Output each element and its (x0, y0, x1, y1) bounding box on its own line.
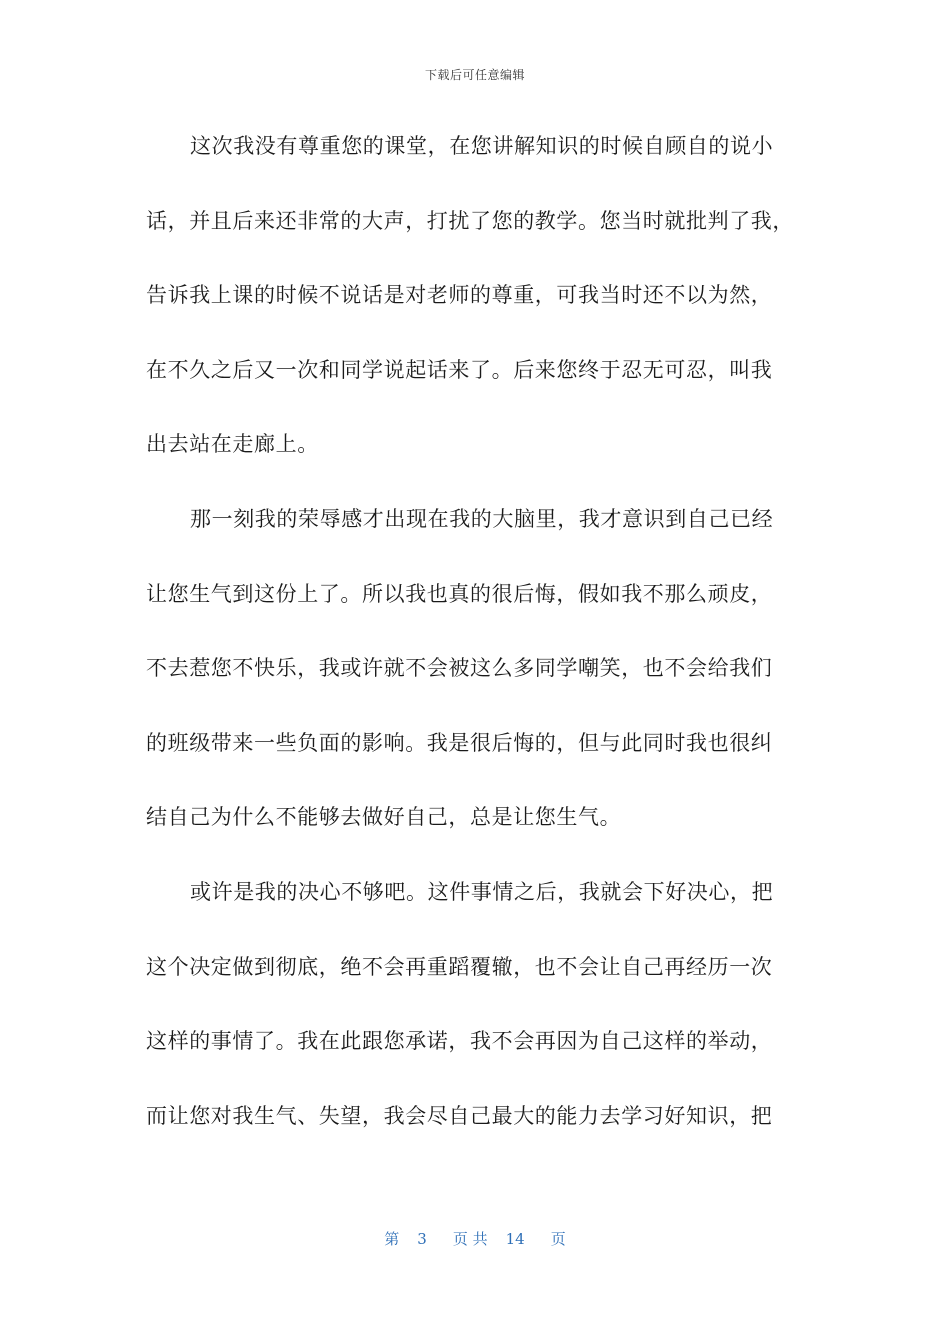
text-line: 这样的事情了。我在此跟您承诺，我不会再因为自己这样的举动， (146, 1029, 773, 1054)
text-line: 话，并且后来还非常的大声，打扰了您的教学。您当时就批判了我， (146, 208, 794, 233)
text-line: 出去站在走廊上。 (146, 432, 319, 457)
current-page-number: 3 (417, 1230, 427, 1248)
text-line: 这个决定做到彻底，绝不会再重蹈覆辙，也不会让自己再经历一次 (146, 954, 773, 979)
text-line: 而让您对我生气、失望，我会尽自己最大的能力去学习好知识，把 (146, 1103, 773, 1128)
text-line: 结自己为什么不能够去做好自己，总是让您生气。 (146, 805, 622, 830)
page-label-mid: 页 共 (452, 1230, 488, 1248)
text-line: 这次我没有尊重您的课堂，在您讲解知识的时候自顾自的说小 (190, 134, 774, 158)
page-footer (0, 1228, 950, 1249)
text-line: 那一刻我的荣辱感才出现在我的大脑里，我才意识到自己已经 (190, 506, 774, 531)
total-pages-number: 14 (505, 1230, 525, 1248)
text-line: 让您生气到这份上了。所以我也真的很后悔，假如我不那么顽皮， (146, 581, 773, 606)
text-line: 告诉我上课的时候不说话是对老师的尊重，可我当时还不以为然， (146, 283, 773, 308)
page-label-prefix: 第 (384, 1230, 400, 1248)
page-header: 下载后可任意编辑 (424, 68, 525, 82)
document-body (146, 114, 816, 1158)
text-line: 或许是我的决心不够吧。这件事情之后，我就会下好决心，把 (190, 879, 774, 904)
text-line: 在不久之后又一次和同学说起话来了。后来您终于忍无可忍，叫我 (146, 357, 773, 382)
page-label-suffix: 页 (550, 1230, 566, 1248)
text-line: 的班级带来一些负面的影响。我是很后悔的，但与此同时我也很纠 (146, 730, 773, 755)
text-line: 不去惹您不快乐，我或许就不会被这么多同学嘲笑，也不会给我们 (146, 656, 773, 681)
